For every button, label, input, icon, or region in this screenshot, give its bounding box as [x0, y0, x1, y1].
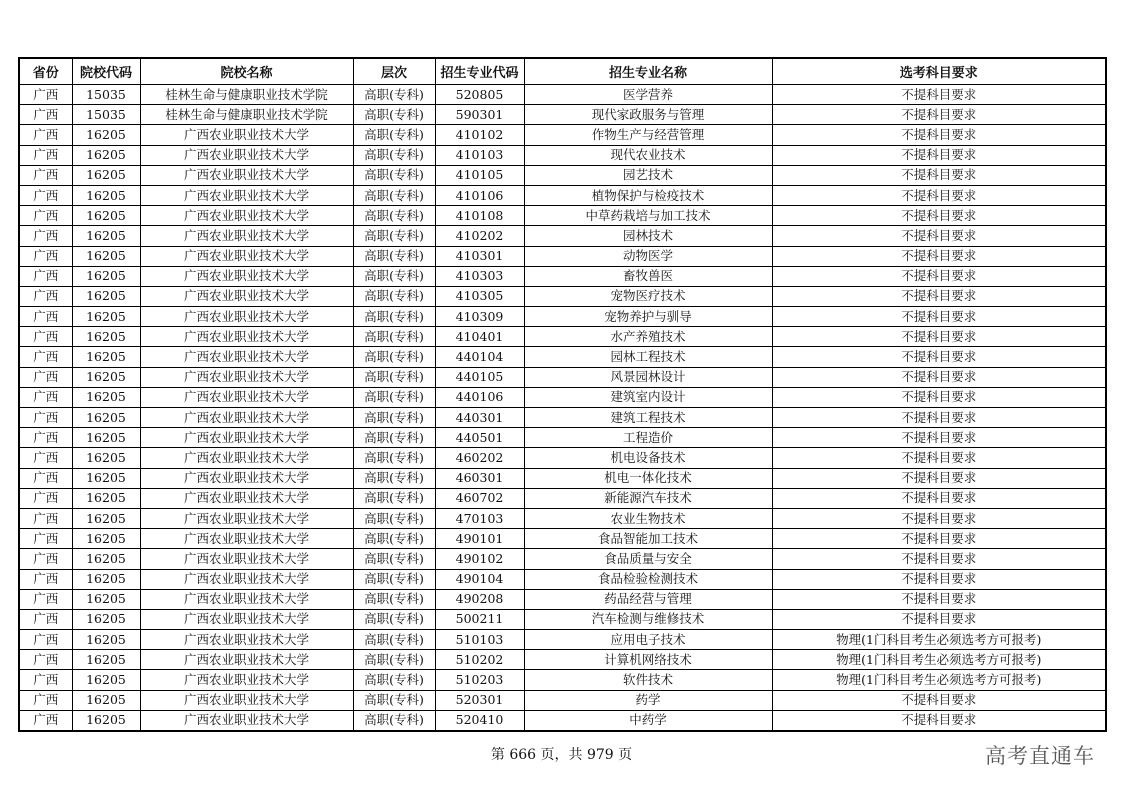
cell-school-name: 广西农业职业技术大学: [140, 307, 353, 327]
cell-province: 广西: [19, 468, 72, 488]
cell-subject-requirement: 不提科目要求: [772, 347, 1106, 367]
cell-province: 广西: [19, 206, 72, 226]
cell-level: 高职(专科): [353, 327, 435, 347]
cell-province: 广西: [19, 508, 72, 528]
table-row: [19, 428, 1106, 448]
cell-subject-requirement: 不提科目要求: [772, 448, 1106, 468]
cell-major-code: 410106: [435, 185, 524, 205]
cell-subject-requirement: 不提科目要求: [772, 428, 1106, 448]
cell-level: 高职(专科): [353, 650, 435, 670]
table-row: [19, 650, 1106, 670]
cell-province: 广西: [19, 286, 72, 306]
cell-school-name: 广西农业职业技术大学: [140, 408, 353, 428]
table-row: [19, 286, 1106, 306]
cell-school-name: 广西农业职业技术大学: [140, 448, 353, 468]
header-school-code: 院校代码: [72, 58, 140, 85]
cell-province: 广西: [19, 609, 72, 629]
cell-school-code: 16205: [72, 488, 140, 508]
cell-major-name: 汽车检测与维修技术: [524, 609, 772, 629]
cell-school-code: 16205: [72, 609, 140, 629]
cell-school-code: 16205: [72, 387, 140, 407]
cell-school-name: 广西农业职业技术大学: [140, 145, 353, 165]
cell-major-name: 食品检验检测技术: [524, 569, 772, 589]
cell-school-name: 广西农业职业技术大学: [140, 630, 353, 650]
cell-school-code: 16205: [72, 125, 140, 145]
cell-school-name: 广西农业职业技术大学: [140, 549, 353, 569]
table-row: [19, 387, 1106, 407]
cell-subject-requirement: 不提科目要求: [772, 85, 1106, 105]
cell-subject-requirement: 不提科目要求: [772, 529, 1106, 549]
cell-major-name: 园林工程技术: [524, 347, 772, 367]
cell-subject-requirement: 不提科目要求: [772, 307, 1106, 327]
cell-school-code: 16205: [72, 206, 140, 226]
cell-major-name: 建筑室内设计: [524, 387, 772, 407]
cell-major-code: 490104: [435, 569, 524, 589]
cell-school-name: 广西农业职业技术大学: [140, 488, 353, 508]
cell-major-code: 410202: [435, 226, 524, 246]
cell-school-name: 广西农业职业技术大学: [140, 185, 353, 205]
cell-subject-requirement: 不提科目要求: [772, 690, 1106, 710]
watermark: 高考直通车: [985, 744, 1095, 768]
header-subject-requirement: 选考科目要求: [772, 58, 1106, 85]
cell-subject-requirement: 不提科目要求: [772, 165, 1106, 185]
cell-level: 高职(专科): [353, 145, 435, 165]
cell-school-code: 16205: [72, 266, 140, 286]
cell-school-code: 16205: [72, 508, 140, 528]
cell-province: 广西: [19, 246, 72, 266]
cell-subject-requirement: 不提科目要求: [772, 266, 1106, 286]
cell-subject-requirement: 物理(1门科目考生必须选考方可报考): [772, 630, 1106, 650]
cell-subject-requirement: 不提科目要求: [772, 226, 1106, 246]
cell-school-code: 16205: [72, 549, 140, 569]
table-row: [19, 710, 1106, 731]
cell-school-code: 16205: [72, 145, 140, 165]
table-row: [19, 367, 1106, 387]
table-row: [19, 569, 1106, 589]
cell-level: 高职(专科): [353, 529, 435, 549]
cell-major-code: 490208: [435, 589, 524, 609]
table-row: [19, 448, 1106, 468]
table-row: [19, 125, 1106, 145]
cell-province: 广西: [19, 630, 72, 650]
cell-major-name: 水产养殖技术: [524, 327, 772, 347]
cell-school-name: 广西农业职业技术大学: [140, 387, 353, 407]
cell-major-name: 宠物医疗技术: [524, 286, 772, 306]
cell-school-code: 16205: [72, 670, 140, 690]
cell-major-name: 中药学: [524, 710, 772, 731]
cell-province: 广西: [19, 670, 72, 690]
cell-subject-requirement: 不提科目要求: [772, 549, 1106, 569]
cell-major-code: 410303: [435, 266, 524, 286]
table-row: [19, 670, 1106, 690]
cell-level: 高职(专科): [353, 105, 435, 125]
cell-level: 高职(专科): [353, 85, 435, 105]
cell-province: 广西: [19, 408, 72, 428]
cell-school-name: 广西农业职业技术大学: [140, 367, 353, 387]
cell-school-name: 桂林生命与健康职业技术学院: [140, 105, 353, 125]
cell-province: 广西: [19, 307, 72, 327]
cell-level: 高职(专科): [353, 488, 435, 508]
cell-school-code: 16205: [72, 226, 140, 246]
cell-major-code: 590301: [435, 105, 524, 125]
cell-level: 高职(专科): [353, 508, 435, 528]
cell-subject-requirement: 不提科目要求: [772, 367, 1106, 387]
cell-major-code: 510103: [435, 630, 524, 650]
cell-major-code: 410309: [435, 307, 524, 327]
cell-major-name: 计算机网络技术: [524, 650, 772, 670]
table-row: [19, 226, 1106, 246]
cell-major-name: 食品质量与安全: [524, 549, 772, 569]
cell-school-code: 16205: [72, 529, 140, 549]
cell-major-name: 建筑工程技术: [524, 408, 772, 428]
cell-subject-requirement: 不提科目要求: [772, 387, 1106, 407]
cell-school-code: 16205: [72, 630, 140, 650]
cell-subject-requirement: 不提科目要求: [772, 125, 1106, 145]
cell-subject-requirement: 不提科目要求: [772, 246, 1106, 266]
table-row: [19, 488, 1106, 508]
cell-major-code: 510202: [435, 650, 524, 670]
cell-level: 高职(专科): [353, 468, 435, 488]
table-row: [19, 105, 1106, 125]
cell-province: 广西: [19, 145, 72, 165]
cell-major-name: 农业生物技术: [524, 508, 772, 528]
cell-major-code: 410401: [435, 327, 524, 347]
cell-school-name: 广西农业职业技术大学: [140, 266, 353, 286]
cell-major-name: 畜牧兽医: [524, 266, 772, 286]
cell-level: 高职(专科): [353, 367, 435, 387]
cell-subject-requirement: 不提科目要求: [772, 508, 1106, 528]
cell-province: 广西: [19, 125, 72, 145]
cell-school-name: 广西农业职业技术大学: [140, 165, 353, 185]
cell-province: 广西: [19, 387, 72, 407]
table-row: [19, 266, 1106, 286]
cell-major-name: 工程造价: [524, 428, 772, 448]
table-body: [19, 85, 1106, 732]
cell-major-code: 460702: [435, 488, 524, 508]
cell-school-name: 广西农业职业技术大学: [140, 589, 353, 609]
cell-school-name: 广西农业职业技术大学: [140, 468, 353, 488]
cell-province: 广西: [19, 488, 72, 508]
cell-level: 高职(专科): [353, 589, 435, 609]
cell-province: 广西: [19, 165, 72, 185]
cell-major-code: 490102: [435, 549, 524, 569]
cell-level: 高职(专科): [353, 710, 435, 731]
cell-subject-requirement: 不提科目要求: [772, 609, 1106, 629]
cell-major-code: 520410: [435, 710, 524, 731]
cell-province: 广西: [19, 448, 72, 468]
cell-major-name: 应用电子技术: [524, 630, 772, 650]
cell-level: 高职(专科): [353, 690, 435, 710]
header-level: 层次: [353, 58, 435, 85]
cell-school-name: 桂林生命与健康职业技术学院: [140, 85, 353, 105]
table-row: [19, 529, 1106, 549]
cell-school-code: 15035: [72, 85, 140, 105]
cell-school-name: 广西农业职业技术大学: [140, 609, 353, 629]
cell-major-name: 现代家政服务与管理: [524, 105, 772, 125]
cell-level: 高职(专科): [353, 125, 435, 145]
cell-subject-requirement: 物理(1门科目考生必须选考方可报考): [772, 650, 1106, 670]
cell-major-code: 410108: [435, 206, 524, 226]
cell-province: 广西: [19, 589, 72, 609]
cell-major-code: 520301: [435, 690, 524, 710]
table-row: [19, 508, 1106, 528]
cell-major-name: 软件技术: [524, 670, 772, 690]
cell-school-code: 16205: [72, 165, 140, 185]
cell-level: 高职(专科): [353, 630, 435, 650]
cell-province: 广西: [19, 226, 72, 246]
cell-school-code: 16205: [72, 327, 140, 347]
cell-major-name: 宠物养护与驯导: [524, 307, 772, 327]
header-major-code: 招生专业代码: [435, 58, 524, 85]
cell-major-code: 440301: [435, 408, 524, 428]
cell-major-code: 440105: [435, 367, 524, 387]
page-number: 第 666 页，共 979 页: [490, 747, 633, 763]
cell-major-name: 药学: [524, 690, 772, 710]
cell-school-name: 广西农业职业技术大学: [140, 428, 353, 448]
cell-school-code: 16205: [72, 690, 140, 710]
cell-school-name: 广西农业职业技术大学: [140, 246, 353, 266]
table-row: [19, 690, 1106, 710]
cell-subject-requirement: 不提科目要求: [772, 569, 1106, 589]
cell-school-code: 16205: [72, 428, 140, 448]
cell-level: 高职(专科): [353, 387, 435, 407]
cell-school-code: 16205: [72, 307, 140, 327]
cell-level: 高职(专科): [353, 448, 435, 468]
cell-school-code: 16205: [72, 710, 140, 731]
cell-level: 高职(专科): [353, 206, 435, 226]
cell-level: 高职(专科): [353, 286, 435, 306]
cell-province: 广西: [19, 428, 72, 448]
cell-school-code: 16205: [72, 468, 140, 488]
cell-level: 高职(专科): [353, 609, 435, 629]
cell-level: 高职(专科): [353, 347, 435, 367]
cell-school-name: 广西农业职业技术大学: [140, 569, 353, 589]
cell-level: 高职(专科): [353, 408, 435, 428]
table-row: [19, 307, 1106, 327]
cell-major-code: 410102: [435, 125, 524, 145]
cell-level: 高职(专科): [353, 670, 435, 690]
cell-major-name: 园艺技术: [524, 165, 772, 185]
cell-province: 广西: [19, 185, 72, 205]
cell-province: 广西: [19, 569, 72, 589]
cell-subject-requirement: 物理(1门科目考生必须选考方可报考): [772, 670, 1106, 690]
cell-province: 广西: [19, 367, 72, 387]
cell-school-name: 广西农业职业技术大学: [140, 508, 353, 528]
cell-major-code: 510203: [435, 670, 524, 690]
cell-major-name: 机电一体化技术: [524, 468, 772, 488]
cell-school-code: 16205: [72, 569, 140, 589]
cell-major-name: 机电设备技术: [524, 448, 772, 468]
cell-school-name: 广西农业职业技术大学: [140, 650, 353, 670]
cell-major-code: 500211: [435, 609, 524, 629]
cell-major-code: 410103: [435, 145, 524, 165]
cell-school-code: 16205: [72, 589, 140, 609]
table-row: [19, 468, 1106, 488]
table-row: [19, 630, 1106, 650]
table-row: [19, 206, 1106, 226]
cell-subject-requirement: 不提科目要求: [772, 488, 1106, 508]
cell-major-code: 470103: [435, 508, 524, 528]
cell-subject-requirement: 不提科目要求: [772, 589, 1106, 609]
cell-level: 高职(专科): [353, 185, 435, 205]
cell-subject-requirement: 不提科目要求: [772, 105, 1106, 125]
cell-school-code: 16205: [72, 185, 140, 205]
cell-school-code: 15035: [72, 105, 140, 125]
cell-major-code: 440501: [435, 428, 524, 448]
cell-province: 广西: [19, 549, 72, 569]
cell-province: 广西: [19, 650, 72, 670]
cell-subject-requirement: 不提科目要求: [772, 206, 1106, 226]
cell-major-code: 440106: [435, 387, 524, 407]
header-major-name: 招生专业名称: [524, 58, 772, 85]
cell-major-code: 520805: [435, 85, 524, 105]
table-row: [19, 145, 1106, 165]
cell-major-name: 现代农业技术: [524, 145, 772, 165]
header-province: 省份: [19, 58, 72, 85]
cell-level: 高职(专科): [353, 307, 435, 327]
table-row: [19, 185, 1106, 205]
cell-level: 高职(专科): [353, 428, 435, 448]
cell-level: 高职(专科): [353, 165, 435, 185]
cell-school-name: 广西农业职业技术大学: [140, 286, 353, 306]
table-row: [19, 609, 1106, 629]
table-row: [19, 85, 1106, 105]
cell-school-name: 广西农业职业技术大学: [140, 226, 353, 246]
cell-school-name: 广西农业职业技术大学: [140, 347, 353, 367]
cell-level: 高职(专科): [353, 549, 435, 569]
cell-major-code: 490101: [435, 529, 524, 549]
cell-province: 广西: [19, 690, 72, 710]
table-row: [19, 549, 1106, 569]
cell-major-name: 药品经营与管理: [524, 589, 772, 609]
cell-major-name: 新能源汽车技术: [524, 488, 772, 508]
cell-major-name: 作物生产与经营管理: [524, 125, 772, 145]
cell-major-code: 460301: [435, 468, 524, 488]
cell-school-code: 16205: [72, 347, 140, 367]
cell-school-name: 广西农业职业技术大学: [140, 529, 353, 549]
cell-major-code: 460202: [435, 448, 524, 468]
cell-province: 广西: [19, 85, 72, 105]
table-row: [19, 589, 1106, 609]
table-row: [19, 408, 1106, 428]
cell-level: 高职(专科): [353, 246, 435, 266]
cell-subject-requirement: 不提科目要求: [772, 286, 1106, 306]
cell-subject-requirement: 不提科目要求: [772, 185, 1106, 205]
cell-province: 广西: [19, 529, 72, 549]
cell-major-name: 中草药栽培与加工技术: [524, 206, 772, 226]
cell-school-code: 16205: [72, 650, 140, 670]
cell-major-code: 410301: [435, 246, 524, 266]
cell-school-code: 16205: [72, 367, 140, 387]
cell-level: 高职(专科): [353, 226, 435, 246]
header-school-name: 院校名称: [140, 58, 353, 85]
table-row: [19, 327, 1106, 347]
cell-province: 广西: [19, 710, 72, 731]
table-row: [19, 165, 1106, 185]
cell-major-name: 植物保护与检疫技术: [524, 185, 772, 205]
cell-major-name: 食品智能加工技术: [524, 529, 772, 549]
cell-province: 广西: [19, 266, 72, 286]
cell-major-name: 医学营养: [524, 85, 772, 105]
cell-province: 广西: [19, 347, 72, 367]
cell-subject-requirement: 不提科目要求: [772, 710, 1106, 731]
cell-province: 广西: [19, 105, 72, 125]
cell-school-code: 16205: [72, 246, 140, 266]
cell-school-code: 16205: [72, 286, 140, 306]
cell-school-name: 广西农业职业技术大学: [140, 690, 353, 710]
cell-province: 广西: [19, 327, 72, 347]
cell-school-name: 广西农业职业技术大学: [140, 327, 353, 347]
cell-major-name: 园林技术: [524, 226, 772, 246]
cell-subject-requirement: 不提科目要求: [772, 145, 1106, 165]
cell-major-code: 410105: [435, 165, 524, 185]
cell-major-name: 动物医学: [524, 246, 772, 266]
cell-level: 高职(专科): [353, 266, 435, 286]
table-header-row: [19, 58, 1106, 85]
cell-major-name: 风景园林设计: [524, 367, 772, 387]
table-row: [19, 347, 1106, 367]
cell-school-code: 16205: [72, 408, 140, 428]
table-row: [19, 246, 1106, 266]
cell-subject-requirement: 不提科目要求: [772, 327, 1106, 347]
cell-school-name: 广西农业职业技术大学: [140, 710, 353, 731]
cell-school-name: 广西农业职业技术大学: [140, 206, 353, 226]
cell-subject-requirement: 不提科目要求: [772, 408, 1106, 428]
cell-major-code: 440104: [435, 347, 524, 367]
cell-subject-requirement: 不提科目要求: [772, 468, 1106, 488]
cell-major-code: 410305: [435, 286, 524, 306]
cell-school-name: 广西农业职业技术大学: [140, 125, 353, 145]
cell-level: 高职(专科): [353, 569, 435, 589]
admissions-table: [18, 57, 1107, 732]
cell-school-code: 16205: [72, 448, 140, 468]
cell-school-name: 广西农业职业技术大学: [140, 670, 353, 690]
